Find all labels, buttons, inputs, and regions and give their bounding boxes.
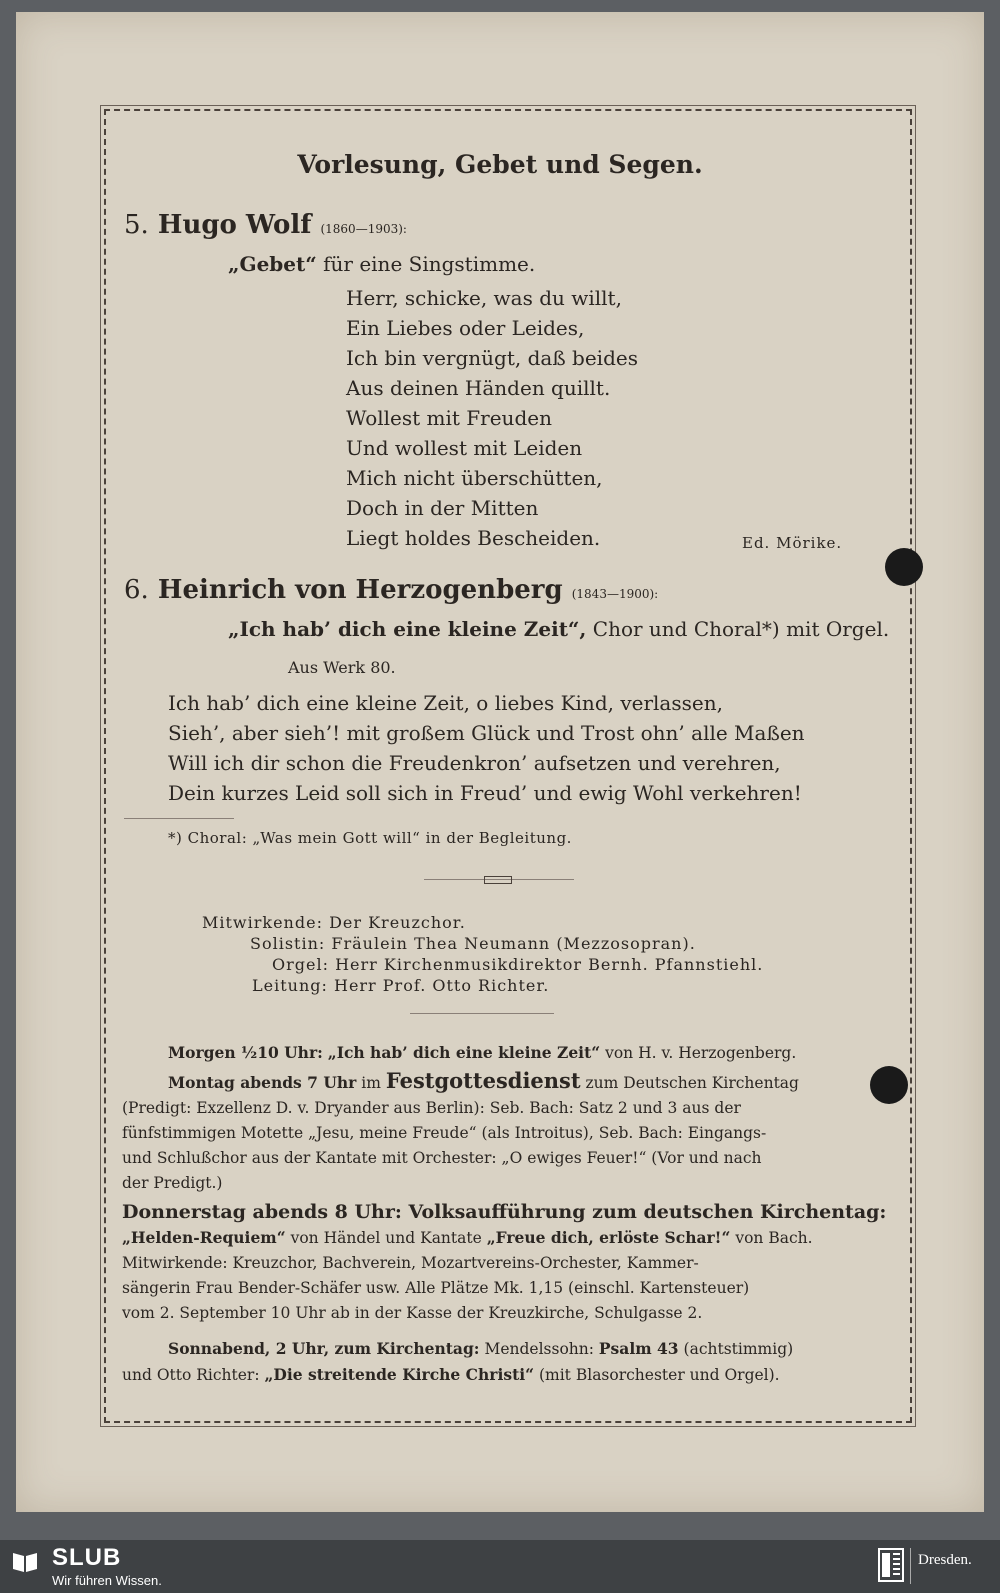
item-5-heading <box>124 210 407 240</box>
work-line <box>228 252 535 276</box>
announcement-text: von Bach. <box>735 1229 813 1247</box>
composer-dates: (1843—1900): <box>571 587 659 601</box>
announcement-morgen <box>168 1040 796 1066</box>
announcement-sonnabend <box>122 1336 793 1388</box>
poem-line: Wollest mit Freuden <box>346 406 552 430</box>
verse <box>168 688 805 808</box>
announcement-lead: Morgen ½10 Uhr: <box>168 1043 323 1062</box>
announcement-lead: Sonnabend, 2 Uhr, zum Kirchentag: <box>168 1339 480 1358</box>
verse-line: Sieh’, aber sieh’! mit großem Glück und Trost ohn’ alle Maßen <box>168 721 805 745</box>
announcement-title: „Die streitende Kirche Christi“ <box>264 1365 535 1384</box>
announcement-title: „Helden-Requiem“ <box>122 1228 286 1247</box>
poem-line: Ich bin vergnügt, daß beides <box>346 346 638 370</box>
announcement-line: der Predigt.) <box>122 1174 223 1192</box>
announcement-title: „Ich hab’ dich eine kleine Zeit“ <box>327 1043 601 1062</box>
book-icon <box>12 1550 38 1574</box>
poem-line: Mich nicht überschütten, <box>346 466 603 490</box>
item-6-heading <box>124 575 658 605</box>
verse-line: Will ich dir schon die Freudenkron’ aufsetzen und verehren, <box>168 751 781 775</box>
composer-name: Hugo Wolf <box>157 210 312 240</box>
announcement-text: (achtstimmig) <box>683 1340 794 1358</box>
announcement-text: zum Deutschen Kirchentag <box>585 1074 799 1092</box>
poem-line: Liegt holdes Bescheiden. <box>346 526 601 550</box>
announcement-title: Festgottesdienst <box>385 1068 581 1093</box>
viewer-footer <box>0 1540 1000 1593</box>
announcement-line: (Predigt: Exzellenz D. v. Dryander aus Berlin): Seb. Bach: Satz 2 und 3 aus der <box>122 1099 741 1117</box>
footnote-rule <box>124 818 234 819</box>
composer-name: Heinrich von Herzogenberg <box>157 575 563 605</box>
announcement-text: und Otto Richter: <box>122 1366 260 1384</box>
poem-author: Ed. Mörike. <box>742 534 843 552</box>
announcement-text: (mit Blasorchester und Orgel). <box>538 1366 780 1384</box>
announcement-montag <box>122 1068 799 1196</box>
footer-separator <box>910 1548 911 1584</box>
poem-line: Aus deinen Händen quillt. <box>346 376 611 400</box>
credit-row <box>202 912 763 933</box>
credit-label: Leitung: <box>252 976 328 995</box>
item-number: 5. <box>124 210 149 240</box>
credit-value: Fräulein Thea Neumann (Mezzosopran). <box>331 934 696 953</box>
announcement-text: im <box>361 1074 381 1092</box>
credit-value: Der Kreuzchor. <box>329 913 466 932</box>
announcement-text: von H. v. Herzogenberg. <box>605 1044 797 1062</box>
announcement-text: von Händel und Kantate <box>290 1229 482 1247</box>
brand-tagline: Wir führen Wissen. <box>52 1573 162 1588</box>
divider-line <box>410 1013 554 1014</box>
credit-label: Mitwirkende: <box>202 913 323 932</box>
poem-line: Herr, schicke, was du willt, <box>346 286 622 310</box>
brand-name[interactable]: SLUB <box>52 1544 122 1571</box>
city-name[interactable]: Dresden. <box>918 1552 972 1568</box>
work-description: für eine Singstimme. <box>323 252 536 276</box>
credit-row <box>202 954 763 975</box>
announcement-line: und Schlußchor aus der Kantate mit Orchester: „O ewiges Feuer!“ (Vor und nach <box>122 1149 762 1167</box>
poem-line: Ein Liebes oder Leides, <box>346 316 585 340</box>
item-number: 6. <box>124 575 149 605</box>
verse-line: Dein kurzes Leid soll sich in Freud’ und ewig Wohl verkehren! <box>168 781 802 805</box>
credits-block <box>202 912 763 996</box>
verse-line: Ich hab’ dich eine kleine Zeit, o liebes Kind, verlassen, <box>168 691 723 715</box>
announcement-line: fünfstimmigen Motette „Jesu, meine Freude“ (als Introitus), Seb. Bach: Eingangs- <box>122 1124 767 1142</box>
opus-number: Aus Werk 80. <box>288 658 396 677</box>
announcement-line: Mitwirkende: Kreuzchor, Bachverein, Mozartvereins-Orchester, Kammer- <box>122 1254 699 1272</box>
credit-value: Herr Prof. Otto Richter. <box>333 976 550 995</box>
announcement-head: Donnerstag abends 8 Uhr: Volksaufführung zum deutschen Kirchentag: <box>122 1201 887 1223</box>
divider-ornament <box>484 876 512 884</box>
poem <box>346 283 638 553</box>
credit-label: Solistin: <box>250 934 326 953</box>
announcement-title: „Freue dich, erlöste Schar!“ <box>486 1228 731 1247</box>
work-title: „Gebet“ <box>228 252 317 276</box>
credit-row <box>202 975 763 996</box>
work-title: „Ich hab’ dich eine kleine Zeit“, <box>228 617 587 641</box>
work-description: Chor und Choral*) mit Orgel. <box>592 617 890 641</box>
footnote: *) Choral: „Was mein Gott will“ in der Begleitung. <box>168 829 572 847</box>
city-crest-icon <box>878 1548 904 1582</box>
announcement-line: sängerin Frau Bender-Schäfer usw. Alle Plätze Mk. 1,15 (einschl. Kartensteuer) <box>122 1279 750 1297</box>
punch-hole <box>870 1066 908 1104</box>
announcement-donnerstag <box>122 1200 886 1326</box>
credit-label: Orgel: <box>272 955 329 974</box>
punch-hole <box>885 548 923 586</box>
credit-row <box>202 933 763 954</box>
poem-line: Doch in der Mitten <box>346 496 539 520</box>
poem-line: Und wollest mit Leiden <box>346 436 583 460</box>
announcement-text: Mendelssohn: <box>484 1340 594 1358</box>
announcement-title: Psalm 43 <box>598 1339 679 1358</box>
announcement-lead: Montag abends 7 Uhr <box>168 1073 357 1092</box>
section-heading: Vorlesung, Gebet und Segen. <box>297 150 703 179</box>
work-line <box>228 617 889 641</box>
composer-dates: (1860—1903): <box>320 222 407 236</box>
announcement-line: vom 2. September 10 Uhr ab in der Kasse der Kreuzkirche, Schulgasse 2. <box>122 1304 703 1322</box>
credit-value: Herr Kirchenmusikdirektor Bernh. Pfannstiehl. <box>335 955 764 974</box>
